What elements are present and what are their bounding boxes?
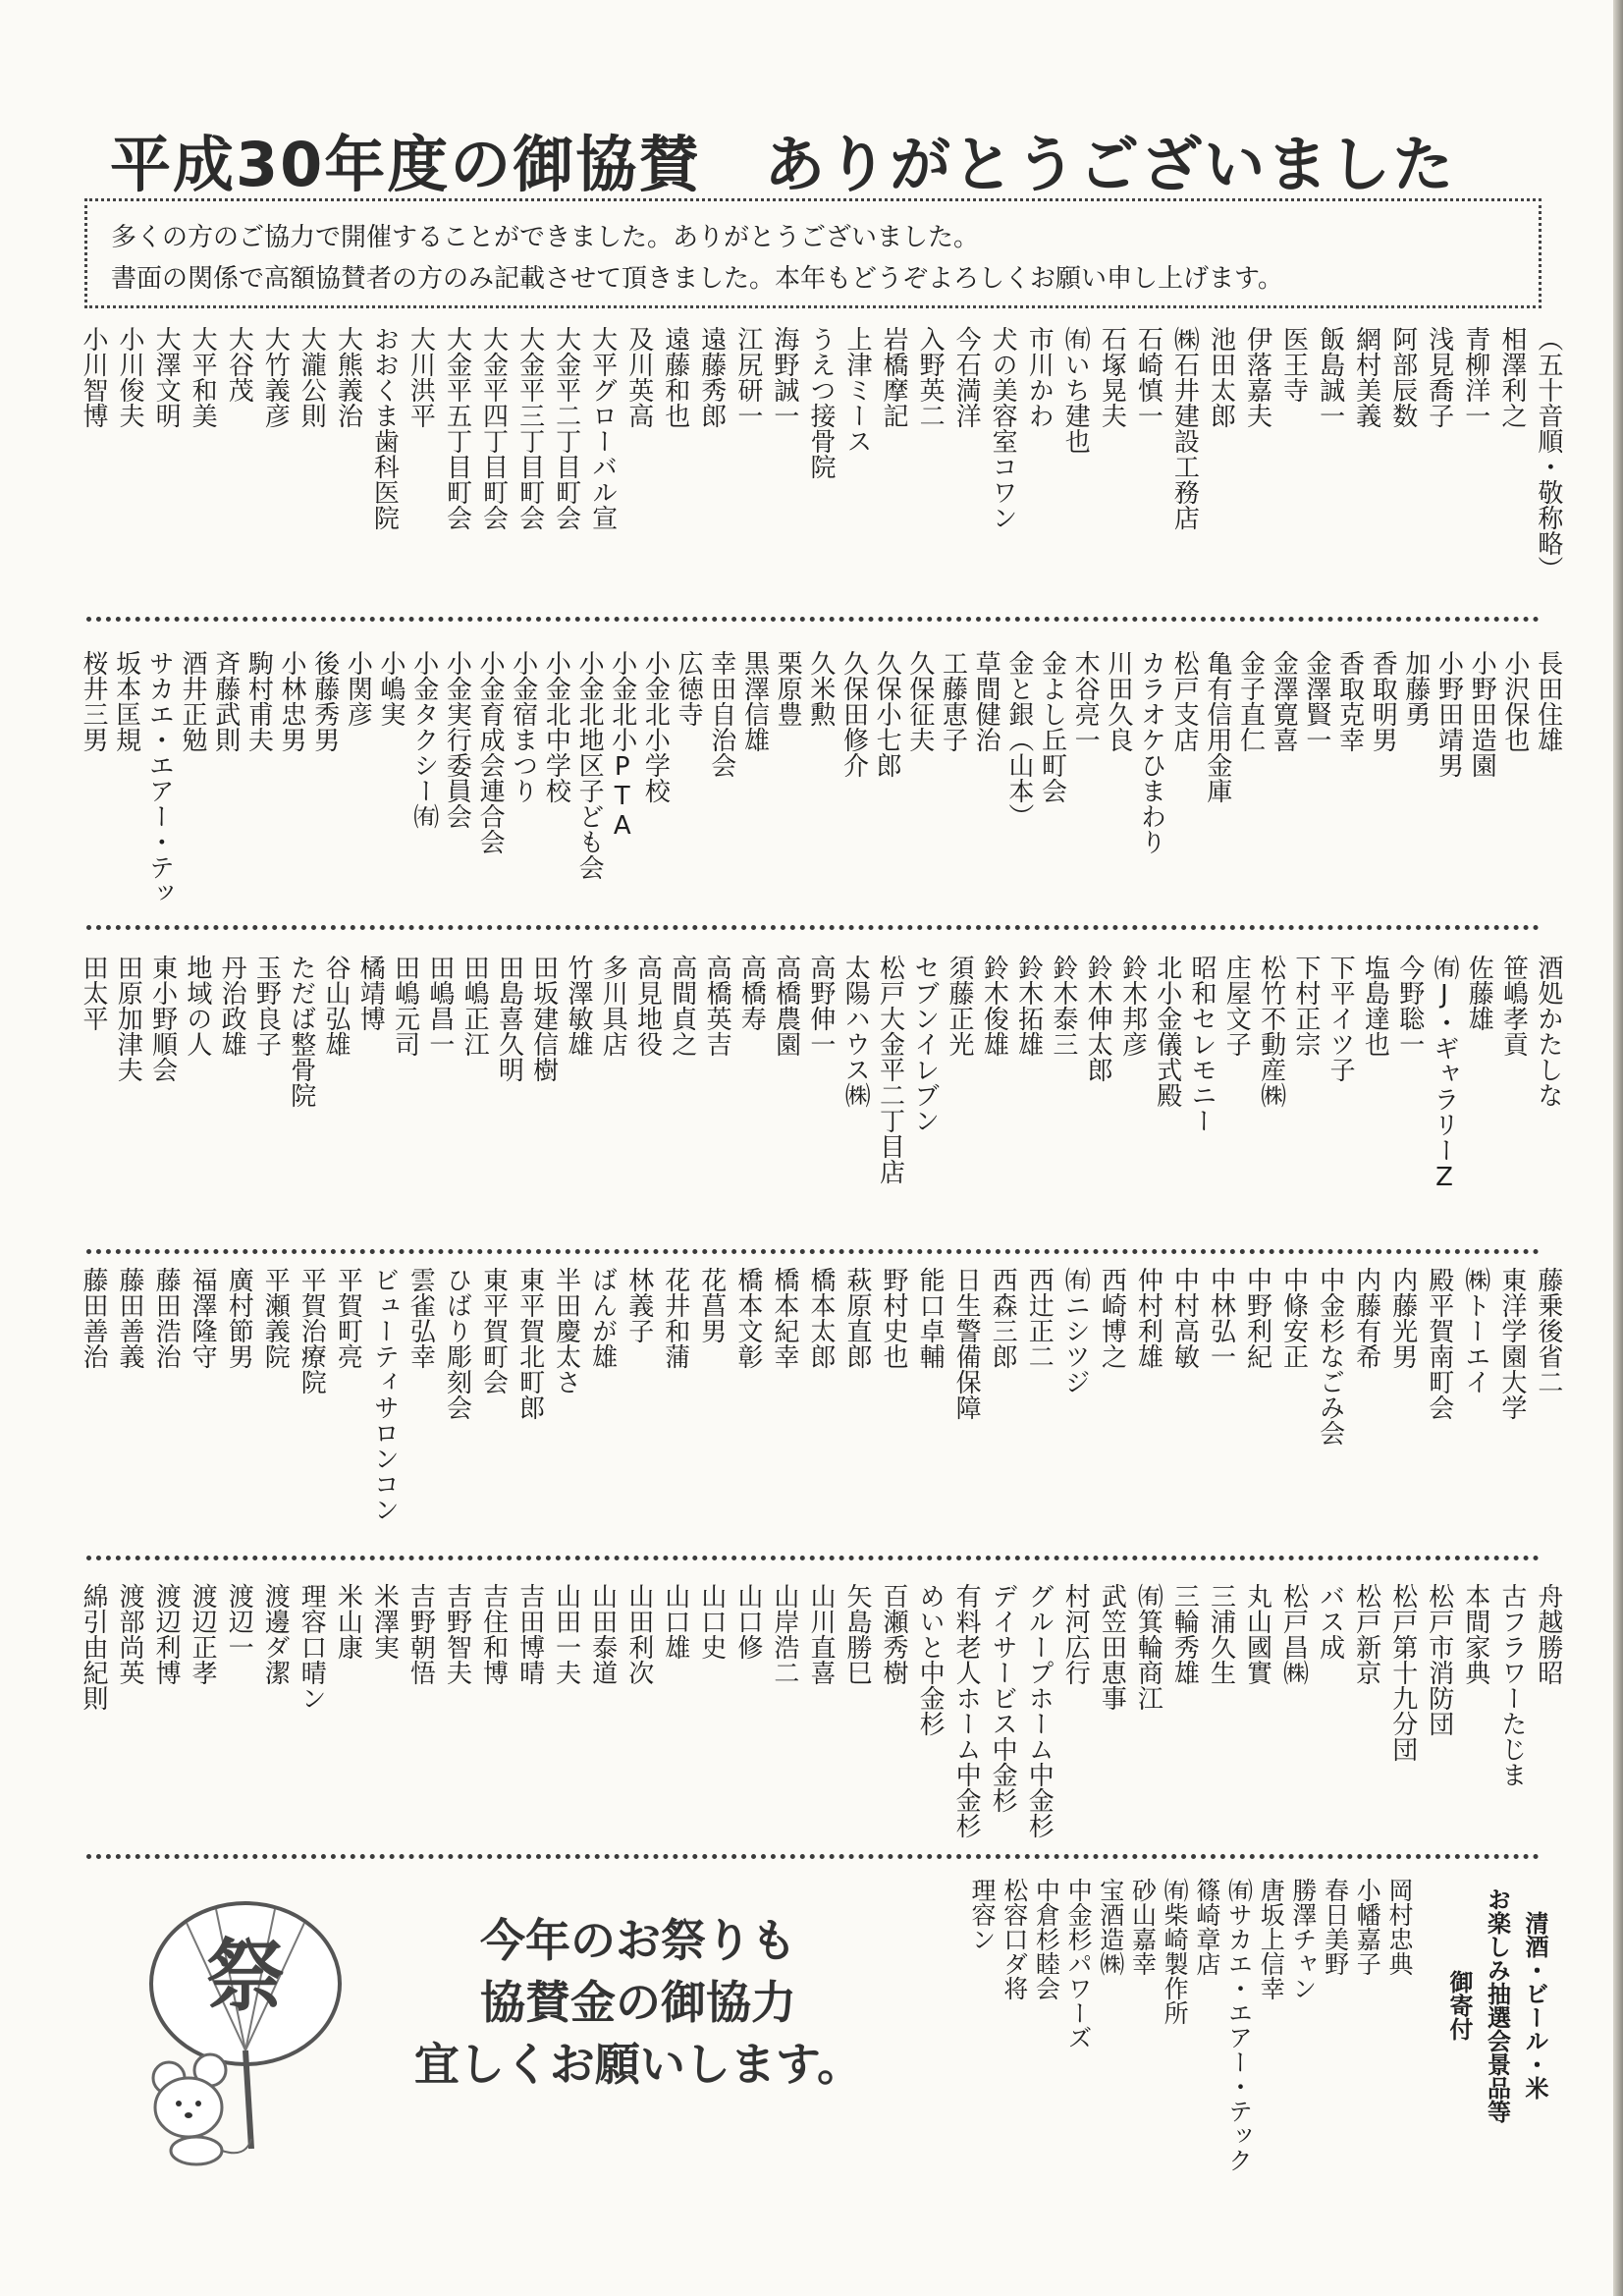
sponsor-entry: 渡部尚英 <box>115 1583 145 1685</box>
sponsor-entry: 山岸浩二 <box>769 1583 799 1685</box>
gift-sponsor-entry: 中金杉パワーズ <box>1064 1878 1094 2050</box>
sponsor-entry: 渡邊ダ潔 <box>260 1583 291 1685</box>
sponsor-entry: 仲村利雄 <box>1133 1267 1163 1369</box>
sponsor-entry: 鈴木拓雄 <box>1013 955 1044 1057</box>
sponsor-entry: 高間貞之 <box>667 955 697 1057</box>
sponsor-entry: 石塚晃夫 <box>1097 326 1127 428</box>
sponsor-entry: 大瀧公則 <box>297 326 327 428</box>
sponsor-entry: 小嶋実 <box>376 650 406 727</box>
notice-box <box>84 198 1542 308</box>
sponsor-entry: 花井和蒲 <box>660 1267 690 1369</box>
sponsor-entry: 小金北小学校 <box>640 650 671 803</box>
sponsor-entry: 舟越勝昭 <box>1533 1583 1563 1685</box>
sponsor-entry: ㈲箕輪商江 <box>1133 1583 1163 1711</box>
sponsor-entry: 今石満洋 <box>951 326 982 428</box>
page-title: 平成30年度の御協賛 ありがとうございました <box>110 129 1456 200</box>
sponsor-entry: 塩島達也 <box>1360 955 1390 1057</box>
sponsor-entry: 中林弘一 <box>1206 1267 1236 1369</box>
sponsor-entry: 栗原豊 <box>773 650 803 727</box>
gift-sponsor-entry: 春日美野 <box>1321 1878 1350 1976</box>
sponsor-entry: 中金杉なごみ会 <box>1315 1267 1345 1446</box>
sponsor-entry: 及川英高 <box>623 326 654 428</box>
sponsor-entry: 浅見喬子 <box>1424 326 1454 428</box>
sponsor-entry: 山口史 <box>696 1583 727 1660</box>
sponsor-entry: おおくま歯科医院 <box>369 326 400 530</box>
sponsor-entry: グループホーム中金杉 <box>1024 1583 1055 1838</box>
sponsor-entry: ㈱石井建設工務店 <box>1169 326 1200 530</box>
sponsor-entry: 田嶋元司 <box>390 955 420 1057</box>
sponsor-entry: 金澤賢一 <box>1301 650 1331 752</box>
sponsor-entry: 市川かわ <box>1024 326 1055 428</box>
sponsor-entry: 小金宿まつり <box>508 650 538 803</box>
sponsor-entry: 松戸市消防団 <box>1424 1583 1454 1736</box>
sponsor-entry: 草間健治 <box>971 650 1001 752</box>
sponsor-entry: セブンイレブン <box>909 955 940 1133</box>
sponsor-entry: 小野田造園 <box>1467 650 1497 778</box>
sponsor-entry: 平賀町亮 <box>333 1267 363 1369</box>
gift-sponsor-entry: 中倉杉睦会 <box>1032 1878 1061 2000</box>
sponsor-entry: 理容口晴ン <box>297 1583 327 1711</box>
sponsor-entry: 三浦久生 <box>1206 1583 1236 1685</box>
sponsor-entry: 藤田善治 <box>79 1267 108 1369</box>
sponsor-entry: サカエ・エアー・テッ <box>144 650 175 905</box>
sponsor-entry: 遠藤秀郎 <box>696 326 727 428</box>
sponsor-entry: 矢島勝巳 <box>841 1583 872 1685</box>
sponsor-entry: 上津ミース <box>841 326 872 454</box>
sponsor-entry: 大金平四丁目町会 <box>478 326 509 530</box>
sponsor-entry: 野村史也 <box>879 1267 909 1369</box>
festival-uchiwa-mouse-icon <box>128 1893 363 2168</box>
sponsor-entry: 長田住雄 <box>1533 650 1563 752</box>
sponsor-entry: 大熊義治 <box>333 326 363 428</box>
sponsor-entry: 内藤有希 <box>1351 1267 1381 1369</box>
festival-message <box>363 1910 913 2096</box>
gift-sponsor-entry: 松容口ダ将 <box>1000 1878 1029 2000</box>
notice-line-1: 多くの方のご協力で開催することができました。ありがとうございました。 <box>111 223 980 252</box>
sponsor-entry: 犬の美容室コワン <box>988 326 1018 530</box>
sponsor-entry: 久保征夫 <box>904 650 935 752</box>
sponsor-entry: 能口卓輔 <box>915 1267 946 1369</box>
sponsor-entry: 武笠田恵事 <box>1097 1583 1127 1711</box>
festival-kanji: 祭 <box>206 1935 285 2021</box>
gift-sponsor-entry: 岡村忠典 <box>1384 1878 1414 1976</box>
section-divider <box>86 1249 1540 1254</box>
sponsor-entry: 米山康 <box>333 1583 363 1660</box>
sponsor-entry: 山田一夫 <box>551 1583 581 1685</box>
sponsor-row-2 <box>77 650 1564 905</box>
sponsor-entry: 松戸新京 <box>1351 1583 1381 1685</box>
sponsor-entry: 福澤隆守 <box>188 1267 218 1369</box>
sponsor-entry: 須藤正光 <box>945 955 975 1057</box>
page-edge-shadow <box>1613 0 1623 2296</box>
sponsor-entry: 大川洪平 <box>406 326 436 428</box>
gift-sponsor-entry: 篠崎章店 <box>1192 1878 1221 1976</box>
sponsor-entry: 吉野智夫 <box>442 1583 472 1685</box>
sponsor-entry: 藤田浩治 <box>151 1267 182 1369</box>
gift-sponsor-entry: ㈲柴崎製作所 <box>1161 1878 1190 2025</box>
sponsor-entry: 小金実行委員会 <box>442 650 472 829</box>
sponsor-entry: 伊落嘉夫 <box>1242 326 1272 428</box>
sponsor-entry: 後藤秀男 <box>309 650 340 752</box>
sponsor-entry: 石崎慎一 <box>1133 326 1163 428</box>
sponsor-entry: 殿平賀南町会 <box>1424 1267 1454 1420</box>
sponsor-entry: 遠藤和也 <box>660 326 690 428</box>
sponsor-entry: 日生警備保障 <box>951 1267 982 1420</box>
sponsor-entry: 相澤利之 <box>1496 326 1527 428</box>
sponsor-entry: めいと中金杉 <box>915 1583 946 1736</box>
sponsor-row-1 <box>77 326 1564 581</box>
sponsor-entry: 本間家典 <box>1460 1583 1490 1685</box>
sponsor-entry: 金よし丘町会 <box>1037 650 1067 803</box>
sponsor-entry: 藤乗後省二 <box>1533 1267 1563 1394</box>
gift-sponsor-entry: 唐坂上信幸 <box>1257 1878 1286 2000</box>
sponsor-entry: 江尻研一 <box>732 326 763 428</box>
sponsor-entry: 小金育成会連合会 <box>475 650 506 854</box>
sponsor-entry: 綿引由紀則 <box>79 1583 108 1711</box>
sponsor-entry: 小林忠男 <box>277 650 307 752</box>
sponsor-entry: 昭和セレモニー <box>1187 955 1217 1133</box>
section-divider <box>86 1854 1540 1859</box>
sponsor-entry: 酒井正勉 <box>178 650 208 752</box>
sponsor-entry: 玉野良子 <box>251 955 282 1057</box>
sponsor-entry: 大平グローバル宣 <box>587 326 618 530</box>
sponsor-row-5 <box>77 1583 1564 1838</box>
gift-sponsor-entry: ㈲サカエ・エアー・テック <box>1224 1878 1254 2172</box>
sponsor-entry: 松竹不動産㈱ <box>1256 955 1286 1108</box>
sponsor-entry: 久保小七郎 <box>872 650 902 778</box>
sponsor-entry: 川田久良 <box>1103 650 1133 752</box>
sponsor-entry: 渡辺利博 <box>151 1583 182 1685</box>
sponsor-row-3 <box>77 955 1564 1192</box>
sponsor-entry: 金子直仁 <box>1235 650 1266 752</box>
gift-header-line-2: お楽しみ抽選会景品等 <box>1483 1887 1511 2123</box>
sponsor-entry: 庄屋文子 <box>1221 955 1252 1057</box>
sponsor-entry: 網村美義 <box>1351 326 1381 428</box>
sponsor-entry: 小野田靖男 <box>1434 650 1464 778</box>
sponsor-entry: 駒村甫夫 <box>243 650 274 752</box>
sponsor-entry: 小金北小PTA <box>607 650 637 841</box>
sponsor-entry: 東小野順会 <box>147 955 178 1082</box>
sponsor-entry: 青柳洋一 <box>1460 326 1490 428</box>
sponsor-entry: 内藤光男 <box>1387 1267 1418 1369</box>
sponsor-entry: 小金北地区子ども会 <box>574 650 605 880</box>
sponsor-entry: 丸山國實 <box>1242 1583 1272 1685</box>
gift-section-header <box>1441 1878 1549 2133</box>
sponsor-entry: （五十音順・敬称略） <box>1533 326 1563 581</box>
sponsor-entry: 藤田善義 <box>115 1267 145 1369</box>
notice-line-2: 書面の関係で高額協賛者の方のみ記載させて頂きました。本年もどうぞよろしくお願い申し上げます。 <box>111 264 1283 294</box>
sponsor-entry: 香取明男 <box>1368 650 1398 752</box>
sponsor-entry: 吉田博晴 <box>514 1583 545 1685</box>
sponsor-entry: 西崎博之 <box>1097 1267 1127 1369</box>
sponsor-entry: 小金北中学校 <box>541 650 571 803</box>
sponsor-entry: ひばり彫刻会 <box>442 1267 472 1420</box>
sponsor-entry: 大金平三丁目町会 <box>514 326 545 530</box>
sponsor-entry: 鈴木俊雄 <box>979 955 1009 1057</box>
sponsor-entry: 山川直喜 <box>805 1583 836 1685</box>
sponsor-entry: 佐藤雄 <box>1464 955 1494 1031</box>
sponsor-entry: 松戸第十九分団 <box>1387 1583 1418 1762</box>
sponsor-entry: 田原加津夫 <box>113 955 143 1082</box>
sponsor-entry: うえつ接骨院 <box>805 326 836 479</box>
sponsor-entry: 西辻正二 <box>1024 1267 1055 1369</box>
sponsor-entry: 橋本太郎 <box>805 1267 836 1369</box>
sponsor-entry: 大平和美 <box>188 326 218 428</box>
sponsor-entry: 海野誠一 <box>769 326 799 428</box>
sponsor-entry: 医王寺 <box>1278 326 1309 403</box>
sponsor-entry: 久米勲 <box>805 650 836 727</box>
sponsor-entry: 阿部辰数 <box>1387 326 1418 428</box>
sponsor-entry: 小関彦 <box>343 650 373 727</box>
sponsor-entry: 三輪秀雄 <box>1169 1583 1200 1685</box>
sponsor-entry: ㈲J・ギャラリーZ <box>1429 955 1459 1192</box>
sponsor-entry: 有料老人ホーム中金杉 <box>951 1583 982 1838</box>
sponsor-entry: 山田泰道 <box>587 1583 618 1685</box>
sponsor-entry: 久保田修介 <box>839 650 869 778</box>
sponsor-entry: 工藤恵子 <box>938 650 968 752</box>
sponsor-entry: 古フラワーたじま <box>1496 1583 1527 1787</box>
sponsor-entry: 吉住和博 <box>478 1583 509 1685</box>
sponsor-entry: 中村高敏 <box>1169 1267 1200 1369</box>
sponsor-entry: 半田慶太さ <box>551 1267 581 1394</box>
sponsor-entry: 山口雄 <box>660 1583 690 1660</box>
sponsor-entry: 吉野朝悟 <box>406 1583 436 1685</box>
sponsor-entry: 金と銀（山本） <box>1003 650 1034 829</box>
sponsor-entry: 橘靖博 <box>355 955 386 1031</box>
sponsor-entry: 渡辺一 <box>224 1583 254 1660</box>
sponsor-entry: 平瀬義院 <box>260 1267 291 1369</box>
sponsor-entry: 幸田自治会 <box>706 650 736 778</box>
sponsor-entry: 東平賀町会 <box>478 1267 509 1394</box>
sponsor-entry: 田嶋正江 <box>460 955 490 1057</box>
festival-line-2: 協賛金の御協力 <box>480 1976 796 2029</box>
sponsor-entry: 橋本文彰 <box>732 1267 763 1369</box>
sponsor-entry: 谷山弘雄 <box>320 955 351 1057</box>
sponsor-entry: 酒処かたしな <box>1533 955 1563 1108</box>
gift-sponsor-entry: 理容ン <box>968 1878 997 1951</box>
sponsor-entry: 東洋学園大学 <box>1496 1267 1527 1420</box>
sponsor-entry: 金澤寛喜 <box>1269 650 1299 752</box>
sponsor-entry: 村河広行 <box>1060 1583 1091 1685</box>
sponsor-entry: バス成 <box>1315 1583 1345 1660</box>
gift-sponsor-entry: 砂山嘉幸 <box>1128 1878 1158 1976</box>
sponsor-entry: 鈴木泰三 <box>1048 955 1078 1057</box>
sponsor-entry: カラオケひまわり <box>1136 650 1166 854</box>
sponsor-entry: 亀有信用金庫 <box>1202 650 1232 803</box>
sponsor-entry: 下村正宗 <box>1290 955 1321 1057</box>
section-divider <box>86 925 1540 930</box>
sponsor-entry: デイサービス中金杉 <box>988 1583 1018 1813</box>
gift-sponsor-entry: 小幡嘉子 <box>1353 1878 1382 1976</box>
sponsor-entry: ㈲いち建也 <box>1060 326 1091 454</box>
sponsor-entry: 入野英二 <box>915 326 946 428</box>
festival-line-1: 今年のお祭りも <box>480 1914 796 1967</box>
sponsor-entry: 下平イツ子 <box>1325 955 1356 1082</box>
sponsor-entry: 大谷茂 <box>224 326 254 403</box>
gift-sponsor-entry: 宝酒造㈱ <box>1096 1878 1125 1976</box>
gift-header-line-3: 御寄付 <box>1445 1970 1473 2041</box>
sponsor-entry: 高橋寿 <box>736 955 767 1031</box>
sponsor-entry: 松戸大金平二丁目店 <box>875 955 905 1184</box>
sponsor-entry: ビューティサロンコン <box>369 1267 400 1522</box>
sponsor-entry: ㈱トーエイ <box>1460 1267 1490 1394</box>
sponsor-entry: 飯島誠一 <box>1315 326 1345 428</box>
sponsor-entry: 北小金儀式殿 <box>1152 955 1182 1108</box>
sponsor-entry: 池田太郎 <box>1206 326 1236 428</box>
sponsor-entry: 竹澤敏雄 <box>563 955 593 1057</box>
sponsor-entry: 大竹義彦 <box>260 326 291 428</box>
sponsor-entry: 西森三郎 <box>988 1267 1018 1369</box>
sponsor-entry: 丹治政雄 <box>217 955 247 1057</box>
sponsor-entry: 小金タクシー㈲ <box>408 650 439 829</box>
gift-sponsor-entry: 勝澤チャン <box>1288 1878 1318 2000</box>
sponsor-entry: 米澤実 <box>369 1583 400 1660</box>
sponsor-entry: ㈲ニシツジ <box>1060 1267 1091 1394</box>
sponsor-entry: 平賀治療院 <box>297 1267 327 1394</box>
sponsor-entry: 笹嶋孝貢 <box>1498 955 1529 1057</box>
sponsor-row-4 <box>77 1267 1564 1522</box>
sponsor-entry: 鈴木伸太郎 <box>1083 955 1113 1082</box>
sponsor-entry: 田太平 <box>79 955 108 1031</box>
sponsor-entry: 中野利紀 <box>1242 1267 1272 1369</box>
sponsor-entry: 高橋英吉 <box>702 955 732 1057</box>
sponsor-entry: 田嶋昌一 <box>424 955 455 1057</box>
sponsor-entry: 雲雀弘幸 <box>406 1267 436 1369</box>
sponsor-entry: 今野聡一 <box>1394 955 1425 1057</box>
sponsor-entry: 花菖男 <box>696 1267 727 1343</box>
sponsor-entry: 松戸昌㈱ <box>1278 1583 1309 1685</box>
sponsor-entry: 山口修 <box>732 1583 763 1660</box>
sponsor-entry: ばんが雄 <box>587 1267 618 1369</box>
sponsor-entry: 斉藤武則 <box>210 650 241 752</box>
gift-header-line-1: 清酒・ビール・米 <box>1521 1911 1548 2100</box>
festival-line-3: 宜しくお願いします。 <box>413 2038 863 2091</box>
sponsor-entry: 百瀬秀樹 <box>879 1583 909 1685</box>
sponsor-entry: 大金平二丁目町会 <box>551 326 581 530</box>
sponsor-entry: 広徳寺 <box>674 650 704 727</box>
sponsor-entry: 大澤文明 <box>151 326 182 428</box>
sponsor-entry: 林義子 <box>623 1267 654 1343</box>
sponsor-entry: 小沢保也 <box>1499 650 1530 752</box>
sponsor-entry: 萩原直郎 <box>841 1267 872 1369</box>
sponsor-entry: 多川具店 <box>598 955 628 1057</box>
sponsor-entry: 田島喜久明 <box>494 955 524 1082</box>
sponsor-entry: 渡辺正孝 <box>188 1583 218 1685</box>
sponsor-entry: 大金平五丁目町会 <box>442 326 472 530</box>
sponsor-entry: 松戸支店 <box>1169 650 1200 752</box>
sponsor-entry: 小川俊夫 <box>115 326 145 428</box>
sponsor-entry: ただば整骨院 <box>286 955 316 1108</box>
section-divider <box>86 1556 1540 1560</box>
sponsor-entry: 鈴木邦彦 <box>1117 955 1148 1057</box>
sponsor-entry: 小川智博 <box>79 326 108 428</box>
sponsor-entry: 橋本紀幸 <box>769 1267 799 1369</box>
sponsor-entry: 高野伸一 <box>805 955 836 1057</box>
sponsor-entry: 岩橋摩記 <box>879 326 909 428</box>
sponsor-entry: 中條安正 <box>1278 1267 1309 1369</box>
sponsor-entry: 太陽ハウス㈱ <box>840 955 871 1108</box>
sponsor-entry: 高見地役 <box>632 955 663 1057</box>
sponsor-entry: 田坂建信樹 <box>528 955 559 1082</box>
sponsor-entry: 高橋農園 <box>771 955 801 1057</box>
gift-sponsor-list <box>967 1878 1415 2172</box>
section-divider <box>86 617 1540 622</box>
sponsor-entry: 木谷亮一 <box>1070 650 1101 752</box>
sponsor-entry: 山田利次 <box>623 1583 654 1685</box>
sponsor-entry: 東平賀北町郎 <box>514 1267 545 1420</box>
sponsor-entry: 地域の人 <box>182 955 212 1057</box>
sponsor-entry: 黒澤信雄 <box>739 650 770 752</box>
sponsor-entry: 廣村節男 <box>224 1267 254 1369</box>
sponsor-entry: 加藤勇 <box>1400 650 1431 727</box>
sponsor-entry: 香取克幸 <box>1334 650 1365 752</box>
sponsor-entry: 坂本匡規 <box>111 650 141 752</box>
sponsor-entry: 桜井三男 <box>79 650 108 752</box>
